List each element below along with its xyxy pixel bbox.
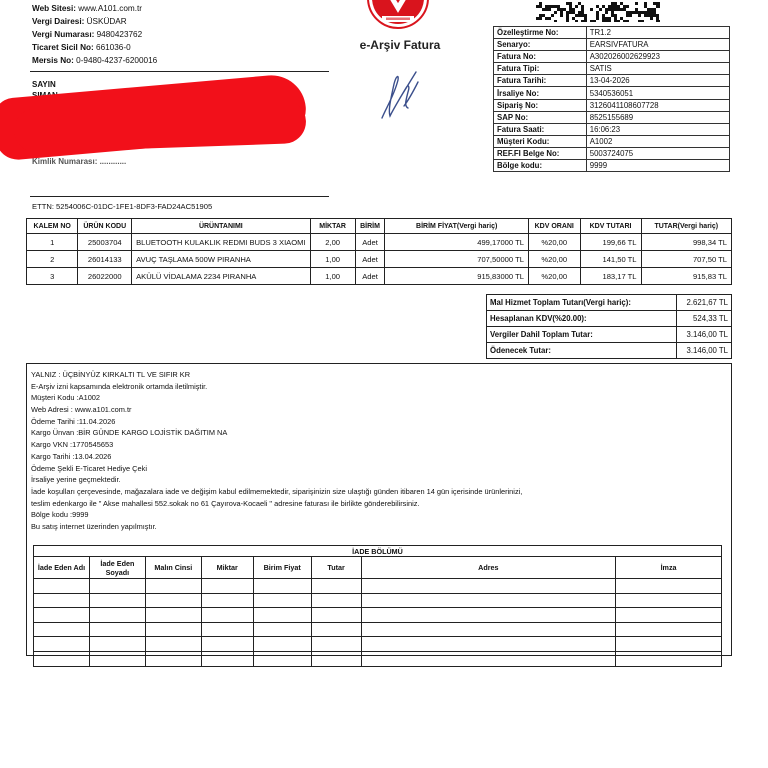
table-cell: %20,00 <box>528 251 580 268</box>
info-value: EARSIVFATURA <box>586 39 729 51</box>
return-cell <box>145 608 201 623</box>
table-cell: 707,50 TL <box>641 251 731 268</box>
column-header: BİRİM <box>355 219 385 234</box>
return-row <box>34 579 722 594</box>
return-cell <box>34 622 90 637</box>
info-label: Sipariş No: <box>494 99 587 111</box>
info-value: SATIS <box>586 63 729 75</box>
seller-label: Web Sitesi: <box>32 4 76 13</box>
info-row <box>494 63 730 75</box>
info-label: Fatura Tipi: <box>494 63 587 75</box>
table-cell: %20,00 <box>528 268 580 285</box>
return-cell <box>616 651 722 666</box>
qr-code <box>536 2 660 22</box>
return-cell <box>311 651 361 666</box>
seller-value: 661036-0 <box>96 43 131 52</box>
table-cell: 915,83000 TL <box>385 268 529 285</box>
buyer-salutation: SAYIN <box>32 80 56 89</box>
return-cell <box>361 651 616 666</box>
notes-box <box>26 363 732 656</box>
note-line: E-Arşiv izni kapsamında elektronik ortamda iletilmiştir. <box>31 381 208 391</box>
return-cell <box>34 579 90 594</box>
totals-label: Hesaplanan KDV(%20.00): <box>487 311 677 327</box>
totals-value: 3.146,00 TL <box>677 343 732 359</box>
note-line: YALNIZ : ÜÇBİNYÜZ KIRKALTI TL VE SIFIR KR <box>31 370 191 379</box>
return-cell <box>253 637 311 652</box>
table-cell: 2 <box>27 251 78 268</box>
info-label: Müşteri Kodu: <box>494 135 587 147</box>
return-column-header: Tutar <box>311 557 361 579</box>
totals-value: 524,33 TL <box>677 311 732 327</box>
note-line: Bölge kodu :9999 <box>31 510 89 520</box>
info-row <box>494 99 730 111</box>
info-row <box>494 111 730 123</box>
info-label: İrsaliye No: <box>494 87 587 99</box>
note-line: Web Adresi : www.a101.com.tr <box>31 405 132 415</box>
table-row <box>27 268 732 285</box>
return-cell <box>253 622 311 637</box>
table-cell: 26014133 <box>78 251 132 268</box>
table-row <box>27 251 732 268</box>
column-header: MİKTAR <box>310 219 355 234</box>
return-cell <box>361 622 616 637</box>
info-label: Fatura Saati: <box>494 123 587 135</box>
info-value: A1002 <box>586 135 729 147</box>
table-cell: Adet <box>355 234 385 251</box>
seller-value: 0-9480-4237-6200016 <box>76 56 158 65</box>
seller-divider <box>30 71 329 72</box>
note-line: Bu satış internet üzerinden yapılmıştır. <box>31 521 157 531</box>
seller-label: Vergi Dairesi: <box>32 17 85 26</box>
return-row <box>34 651 722 666</box>
return-row <box>34 637 722 652</box>
seller-row <box>32 28 328 41</box>
return-row <box>34 622 722 637</box>
return-cell <box>361 637 616 652</box>
seller-value: www.A101.com.tr <box>78 4 142 13</box>
note-line: Ödeme Tarihi :11.04.2026 <box>31 416 116 426</box>
column-header: TUTAR(Vergi hariç) <box>641 219 731 234</box>
info-row <box>494 87 730 99</box>
totals-row <box>487 311 732 327</box>
info-value: TR1.2 <box>586 27 729 39</box>
info-row <box>494 135 730 147</box>
return-cell <box>616 622 722 637</box>
table-cell: 915,83 TL <box>641 268 731 285</box>
return-cell <box>89 608 145 623</box>
column-header: KDV TUTARI <box>580 219 641 234</box>
info-row <box>494 147 730 159</box>
return-cell <box>253 651 311 666</box>
table-cell: %20,00 <box>528 234 580 251</box>
buyer-divider <box>30 196 329 197</box>
totals-value: 2.621,67 TL <box>677 295 732 311</box>
totals-row <box>487 295 732 311</box>
return-cell <box>201 637 253 652</box>
seller-value: 9480423762 <box>96 30 143 39</box>
note-line: İrsaliye yerine geçmektedir. <box>31 475 121 485</box>
table-cell: AVUÇ TAŞLAMA 500W PIRANHA <box>132 251 311 268</box>
info-value: 3126041108607728 <box>586 99 729 111</box>
return-cell <box>311 608 361 623</box>
return-cell <box>201 608 253 623</box>
note-line: Kargo Ünvan :BİR GÜNDE KARGO LOJİSTİK DAĞITIM NA <box>31 428 228 438</box>
column-header: ÜRÜNTANIMI <box>132 219 311 234</box>
table-cell: 998,34 TL <box>641 234 731 251</box>
return-cell <box>89 579 145 594</box>
note-line: teslim edenkargo ile " Akse mahallesi 552.sokak no 61 Çayırova-Kocaeli " adresine faturası ile birlikte gönderebilirsiniz. <box>31 498 420 508</box>
totals-value: 3.146,00 TL <box>677 327 732 343</box>
buyer-id-number: Kimlik Numarası: ............ <box>32 157 127 166</box>
return-cell <box>311 593 361 608</box>
return-column-header: Adres <box>361 557 616 579</box>
info-value: 16:06:23 <box>586 123 729 135</box>
return-cell <box>34 637 90 652</box>
return-row <box>34 608 722 623</box>
table-cell: BLUETOOTH KULAKLIK REDMI BUDS 3 XIAOMI <box>132 234 311 251</box>
return-cell <box>616 608 722 623</box>
return-cell <box>145 593 201 608</box>
totals-row <box>487 343 732 359</box>
info-label: Fatura No: <box>494 51 587 63</box>
table-cell: 707,50000 TL <box>385 251 529 268</box>
seller-row <box>32 2 328 15</box>
return-cell <box>89 651 145 666</box>
totals-label: Vergiler Dahil Toplam Tutar: <box>487 327 677 343</box>
return-section-title: İADE BÖLÜMÜ <box>34 546 722 557</box>
return-cell <box>616 579 722 594</box>
return-cell <box>361 579 616 594</box>
table-cell: 26022000 <box>78 268 132 285</box>
table-row <box>27 234 732 251</box>
return-column-header: Birim Fiyat <box>253 557 311 579</box>
seller-row <box>32 54 328 67</box>
return-cell <box>311 622 361 637</box>
return-cell <box>145 637 201 652</box>
table-cell: 199,66 TL <box>580 234 641 251</box>
return-cell <box>201 593 253 608</box>
seller-row <box>32 41 328 54</box>
info-label: SAP No: <box>494 111 587 123</box>
seller-row <box>32 15 328 28</box>
info-value: A302026002629923 <box>586 51 729 63</box>
info-row <box>494 160 730 172</box>
info-value: 5340536051 <box>586 87 729 99</box>
info-row <box>494 51 730 63</box>
table-cell: 1 <box>27 234 78 251</box>
table-cell: Adet <box>355 268 385 285</box>
table-cell: 183,17 TL <box>580 268 641 285</box>
info-row <box>494 123 730 135</box>
info-value: 13-04-2026 <box>586 75 729 87</box>
seller-label: Mersis No: <box>32 56 74 65</box>
return-cell <box>253 579 311 594</box>
info-row <box>494 75 730 87</box>
return-cell <box>145 651 201 666</box>
return-cell <box>89 593 145 608</box>
table-cell: 25003704 <box>78 234 132 251</box>
return-cell <box>201 579 253 594</box>
return-column-header: İmza <box>616 557 722 579</box>
return-cell <box>89 637 145 652</box>
return-cell <box>361 608 616 623</box>
info-value: 8525155689 <box>586 111 729 123</box>
table-cell: 141,50 TL <box>580 251 641 268</box>
return-section-table <box>33 545 722 667</box>
info-label: Senaryo: <box>494 39 587 51</box>
seller-label: Vergi Numarası: <box>32 30 95 39</box>
gib-logo <box>362 0 434 30</box>
info-label: Fatura Tarihi: <box>494 75 587 87</box>
return-cell <box>616 637 722 652</box>
return-cell <box>311 637 361 652</box>
info-value: 9999 <box>586 160 729 172</box>
seller-info <box>32 2 328 67</box>
return-cell <box>34 593 90 608</box>
column-header: KALEM NO <box>27 219 78 234</box>
return-column-header: Miktar <box>201 557 253 579</box>
totals-row <box>487 327 732 343</box>
return-row <box>34 593 722 608</box>
seller-value: ÜSKÜDAR <box>86 17 127 26</box>
return-column-header: İade Eden Soyadı <box>89 557 145 579</box>
table-cell: 3 <box>27 268 78 285</box>
note-line: Ödeme Şekli E-Ticaret Hediye Çeki <box>31 463 147 473</box>
signature-mark <box>376 68 422 126</box>
table-cell: Adet <box>355 251 385 268</box>
table-cell: 1,00 <box>310 268 355 285</box>
totals-label: Mal Hizmet Toplam Tutarı(Vergi hariç): <box>487 295 677 311</box>
note-line: İade koşulları çerçevesinde, mağazalara iade ve değişim kabul edilmemektedir, siparişinizin size ulaştığı günden itibaren 14 gün içerisinde ürünlerinizi, <box>31 486 523 496</box>
column-header: BİRİM FİYAT(Vergi hariç) <box>385 219 529 234</box>
return-cell <box>361 593 616 608</box>
return-cell <box>201 651 253 666</box>
column-header: KDV ORANI <box>528 219 580 234</box>
seller-label: Ticaret Sicil No: <box>32 43 94 52</box>
totals-label: Ödenecek Tutar: <box>487 343 677 359</box>
table-cell: 2,00 <box>310 234 355 251</box>
return-column-header: Malın Cinsi <box>145 557 201 579</box>
ettn: ETTN: 5254006C-01DC-1FE1-8DF3-FAD24AC51905 <box>32 202 213 211</box>
totals-table <box>486 294 732 359</box>
return-column-header: İade Eden Adı <box>34 557 90 579</box>
return-cell <box>253 608 311 623</box>
return-cell <box>253 593 311 608</box>
return-cell <box>89 622 145 637</box>
table-cell: 1,00 <box>310 251 355 268</box>
return-cell <box>145 579 201 594</box>
info-row <box>494 39 730 51</box>
return-cell <box>311 579 361 594</box>
return-cell <box>201 622 253 637</box>
note-line: Kargo Tarihi :13.04.2026 <box>31 451 112 461</box>
table-cell: AKÜLÜ VİDALAMA 2234 PIRANHA <box>132 268 311 285</box>
invoice-info-table <box>493 26 730 172</box>
return-cell <box>34 608 90 623</box>
return-cell <box>616 593 722 608</box>
column-header: ÜRÜN KODU <box>78 219 132 234</box>
return-cell <box>145 622 201 637</box>
note-line: Kargo VKN :1770545653 <box>31 440 114 450</box>
return-cell <box>34 651 90 666</box>
info-row <box>494 27 730 39</box>
info-label: REF.FI Belge No: <box>494 147 587 159</box>
info-value: 5003724075 <box>586 147 729 159</box>
note-line: Müşteri Kodu :A1002 <box>31 393 101 403</box>
line-items-table <box>26 218 732 285</box>
notes-text <box>31 369 721 533</box>
table-cell: 499,17000 TL <box>385 234 529 251</box>
info-label: Bölge kodu: <box>494 160 587 172</box>
document-title: e-Arşiv Fatura <box>359 38 441 52</box>
info-label: Özelleştirme No: <box>494 27 587 39</box>
